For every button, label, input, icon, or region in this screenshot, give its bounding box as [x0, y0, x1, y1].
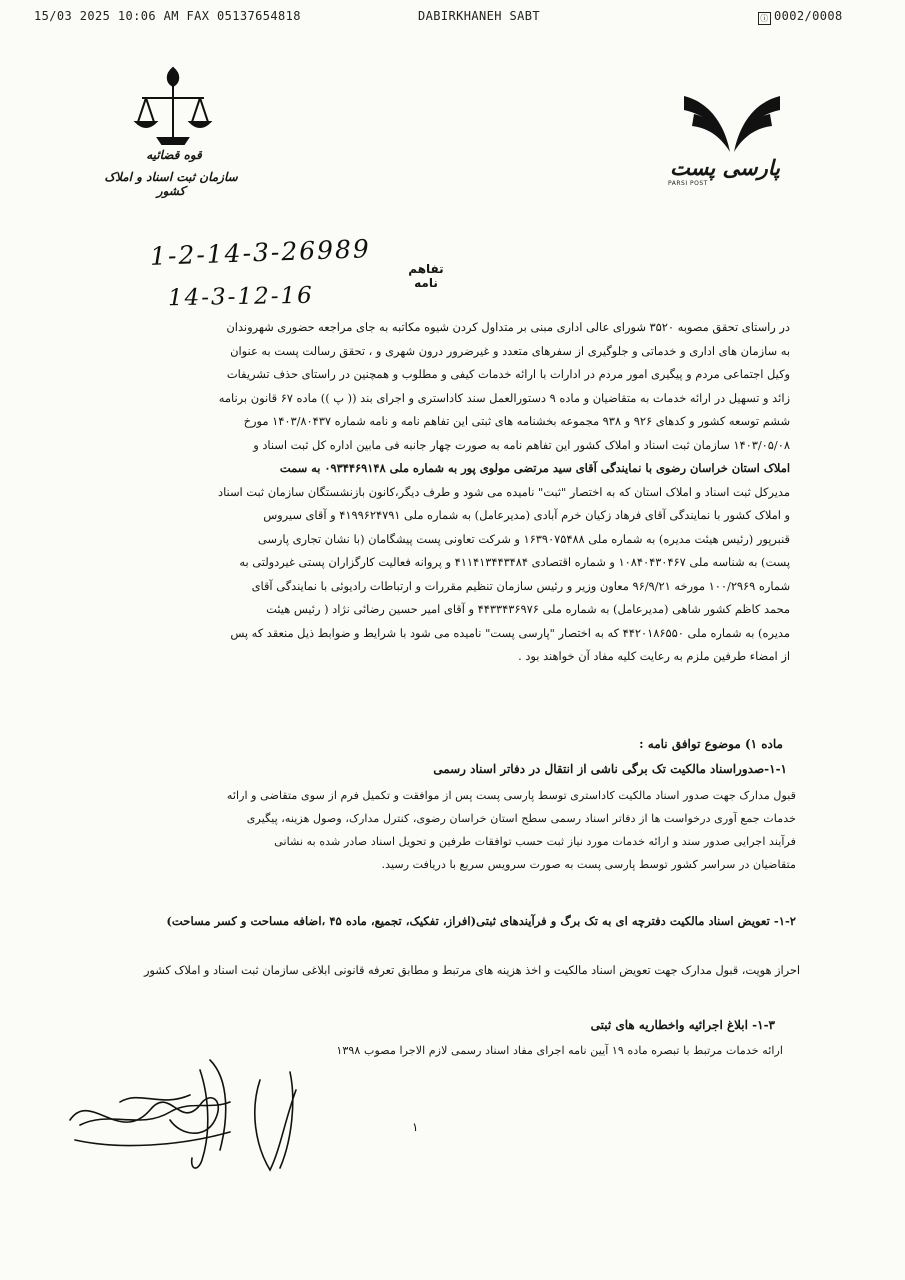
section-1-2-body: احراز هویت، قبول مدارک جهت تعویض اسناد مالکیت و اخذ هزینه های مرتبط و مطابق تعرفه قانونی ابلاغی سازمان ثبت اسناد و املاک کشور: [143, 964, 800, 977]
intro-line: مدیره) به شماره ملی ۴۴۲۰۱۸۶۵۵۰ که به اختصار "پارسی پست" نامیده می شود با شرایط و ضوابط ذیل منعقد که پس: [230, 625, 790, 640]
section-line: متقاضیان در سراسر کشور توسط پارسی پست به صورت سرویس سریع با دریافت رسید.: [381, 858, 796, 871]
parsi-post-logo-subtext: PARSI POST: [668, 180, 708, 187]
intro-line: محمد کاظم کشور شاهی (مدیرعامل) به شماره ملی ۴۴۳۳۴۳۶۹۷۶ و آقای امیر حسین رضائی نژاد ( رئیس هیئت: [266, 602, 790, 616]
registry-organization-name: سازمان ثبت اسناد و املاک کشور: [104, 170, 238, 198]
intro-line: و املاک کشور با نمایندگی آقای فرهاد زکیان خرم آبادی (مدیرعامل) به شماره ملی ۴۱۹۹۶۲۴۷۹۱ و آقای سیروس: [263, 508, 790, 522]
judiciary-emblem-icon: [128, 64, 218, 150]
fax-timestamp: 15/03 2025 10:06 AM FAX 05137654818: [34, 9, 301, 23]
intro-line: شماره ۱۰۰/۲۹۶۹ مورخه ۹۶/۹/۲۱ معاون وزیر و رئیس سازمان تنظیم مقررات و ارتباطات رادیوئی با نمایندگی آقای: [251, 578, 790, 593]
section-1-3-heading: ۱-۳- ابلاغ اجرائیه واخطاریه های ثبتی: [590, 1018, 775, 1032]
section-line: فرآیند اجرایی صدور سند و ارائه خدمات مورد نیاز ثبت حسب توافقات طرفین و تحویل اسناد صادر شده به نشانی: [274, 835, 796, 848]
parsi-post-logo-text: پارسی پست: [670, 155, 780, 180]
intro-line: مدیرکل ثبت اسناد و املاک استان که به اختصار "ثبت" نامیده می شود و طرف دیگر،کانون بازنشستگان سازمان ثبت اسناد: [218, 484, 790, 499]
intro-line: پست) به شناسه ملی ۱۰۸۴۰۴۳۰۴۶۷ و شماره اقتصادی ۴۱۱۴۱۳۴۴۳۴۸۴ و پروانه فعالیت کارگزاران پستی غیردولتی به: [239, 555, 790, 569]
section-line: خدمات جمع آوری درخواست ها از دفاتر اسناد رسمی سطح استان خراسان رضوی، کنترل مدارک، وصول هزینه، پیگیری: [246, 812, 796, 825]
section-1-1-body: [90, 784, 796, 876]
signature-scribble: [60, 1050, 320, 1190]
judiciary-name: قوه قضائیه: [146, 148, 202, 162]
intro-line: از امضاء طرفین ملزم به رعایت کلیه مفاد آن خواهند بود .: [518, 649, 790, 663]
intro-line: زائد و تسهیل در ارائه خدمات به متقاضیان و ماده ۹ دستورالعمل سند کاداستری و اجرای بند (( پ )) ماده ۶۷ قانون برنامه: [218, 390, 790, 405]
fax-header: [0, 6, 905, 28]
fax-sender: DABIRKHANEH SABT: [418, 9, 540, 23]
handwritten-letter-date: 14-3-12-16: [167, 282, 314, 312]
fax-page-count: ⓘ 0002/0008: [758, 9, 843, 25]
handwritten-letter-number: 1-2-14-3-26989: [149, 234, 372, 271]
page-number: ۱: [412, 1120, 419, 1134]
section-1-3-body: ارائه خدمات مرتبط با تبصره ماده ۱۹ آیین نامه اجرای مفاد اسناد رسمی لازم الاجرا مصوب ۱۳۹۸: [336, 1044, 783, 1057]
section-1-2-heading: ۱-۲- تعویض اسناد مالکیت دفترچه ای به تک برگ و فرآیندهای ثبتی(افراز، تفکیک، تجمیع، ماده ۴۵ ،اضافه مساحت و کسر مساحت): [166, 914, 796, 928]
intro-paragraph: [96, 316, 790, 669]
intro-line: وکیل اجتماعی مردم و پیگیری امور مردم در ادارات با ارائه خدمات کیفی و مطلوب و همچنین در راستای حذف تشریفات: [226, 367, 790, 381]
intro-line: در راستای تحقق مصوبه ۳۵۲۰ شورای عالی اداری مبنی بر متداول کردن شیوه مکاتبه به جای مراجعه حضوری شهروندان: [226, 320, 790, 334]
intro-line: ۱۴۰۳/۰۵/۰۸ سازمان ثبت اسناد و املاک کشور این تفاهم نامه به صورت چهار جانبه فی مابین اداره کل ثبت اسناد و: [253, 437, 790, 452]
document-title: تفاهم نامه: [408, 262, 444, 290]
fax-page-icon: ⓘ: [758, 12, 771, 25]
parsi-post-logo-icon: [678, 88, 786, 162]
intro-line: به سازمان های اداری و خدماتی و جلوگیری از سفرهای متعدد و غیرضرور درون شهری و ، تحقق رسالت پست به عنوان: [230, 343, 790, 358]
section-1-1-heading: ۱-۱-صدوراسناد مالکیت تک برگی ناشی از انتقال در دفاتر اسناد رسمی: [433, 762, 787, 776]
article-1-heading: ماده ۱) موضوع توافق نامه :: [639, 737, 783, 751]
section-line: قبول مدارک جهت صدور اسناد مالکیت کاداستری توسط پارسی پست پس از موافقت و تکمیل فرم از سوی متقاضی و ارائه: [226, 789, 796, 802]
intro-line: املاک استان خراسان رضوی با نمایندگی آقای سید مرتضی مولوی پور به شماره ملی ۰۹۳۴۴۶۹۱۴۸ به سمت: [279, 461, 790, 475]
intro-line: ششم توسعه کشور و کدهای ۹۲۶ و ۹۳۸ مجموعه بخشنامه های ثبتی این تفاهم نامه و نامه شماره ۱۴۰۳/۸۰۴۳۷ مورخ: [243, 414, 790, 428]
intro-line: قنبرپور (رئیس هیئت مدیره) به شماره ملی ۱۶۳۹۰۷۵۴۸۸ و شرکت تعاونی پست پیشگامان (با نشان تجاری پارسی: [257, 531, 790, 546]
